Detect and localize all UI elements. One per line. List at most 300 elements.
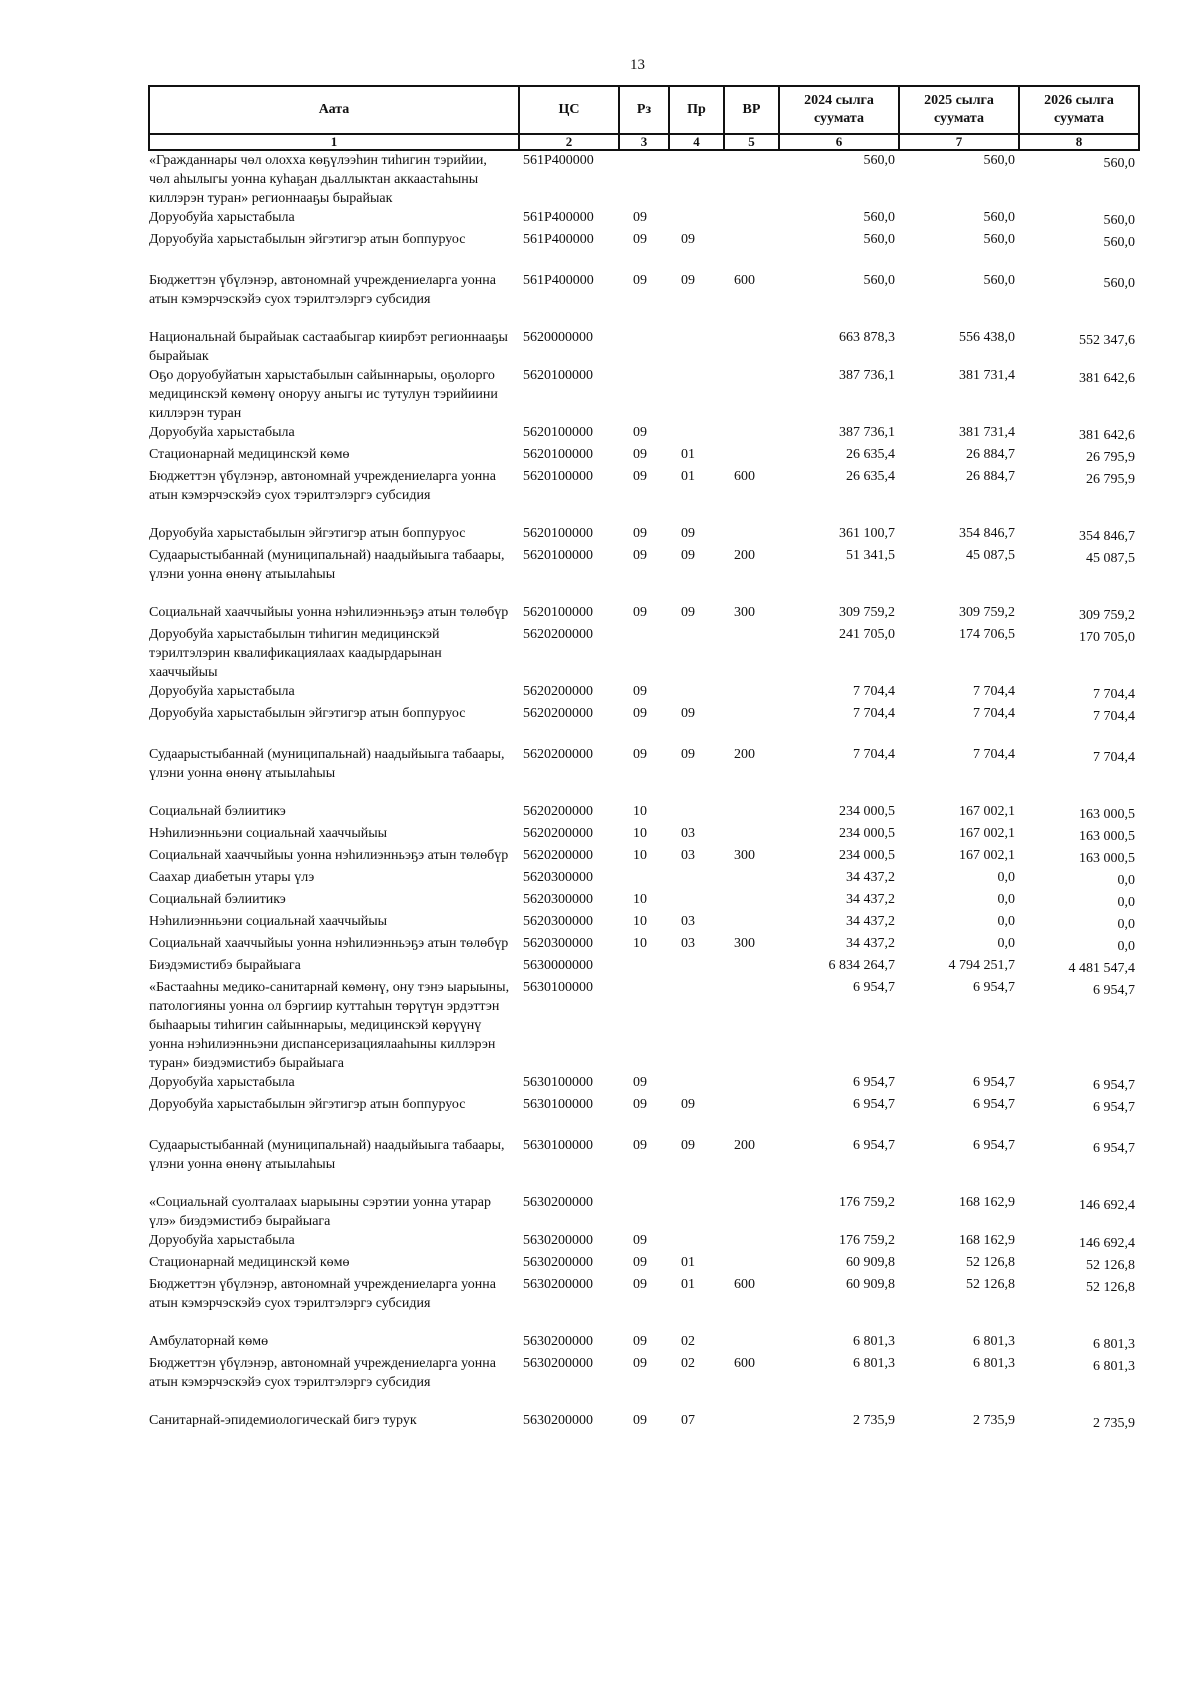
row-pr: 09 — [681, 548, 695, 563]
row-amount-2024: 34 437,2 — [846, 936, 895, 951]
row-amount-2025: 381 731,4 — [959, 368, 1015, 383]
table-row — [149, 208, 1139, 230]
row-rz: 09 — [633, 1075, 647, 1090]
row-cs-code: 5620200000 — [523, 627, 593, 642]
row-rz: 09 — [633, 1233, 647, 1248]
row-amount-2026: 0,0 — [1117, 939, 1135, 954]
table-row — [149, 230, 1139, 271]
row-rz — [619, 956, 669, 978]
row-rz: 10 — [633, 804, 647, 819]
row-pr — [669, 366, 724, 423]
row-name: Социальнай бэлиитикэ — [149, 892, 286, 907]
row-vr — [724, 1193, 779, 1231]
table-row — [149, 271, 1139, 328]
row-amount-2024: 26 635,4 — [846, 469, 895, 484]
row-rz: 09 — [633, 605, 647, 620]
column-header-2026: 2026 сылга суумата — [1019, 86, 1139, 134]
row-cs-code: 5620100000 — [523, 526, 593, 541]
row-cs-code: 5620300000 — [523, 936, 593, 951]
row-amount-2024: 6 954,7 — [853, 1097, 895, 1112]
table-row — [149, 846, 1139, 868]
row-vr — [724, 1073, 779, 1095]
table-row — [149, 1275, 1139, 1332]
column-number: 3 — [619, 134, 669, 150]
row-vr — [724, 912, 779, 934]
row-amount-2025: 167 002,1 — [959, 848, 1015, 863]
row-name: Национальнай бырайыак састаабыгар киирбэт регионнааҕы бырайыак — [149, 330, 508, 364]
row-rz: 10 — [633, 892, 647, 907]
row-name: Доруобуйа харыстабыла — [149, 1075, 295, 1090]
row-pr — [669, 1073, 724, 1095]
row-pr: 03 — [681, 826, 695, 841]
column-header-2024: 2024 сылга суумата — [779, 86, 899, 134]
row-vr: 200 — [734, 548, 755, 563]
row-amount-2026: 381 642,6 — [1079, 428, 1135, 443]
column-header-pr: Пр — [669, 86, 724, 134]
row-amount-2026: 7 704,4 — [1093, 709, 1135, 724]
row-cs-code: 5630100000 — [523, 980, 593, 995]
table-row — [149, 1073, 1139, 1095]
row-amount-2026: 26 795,9 — [1086, 472, 1135, 487]
row-amount-2025: 6 954,7 — [973, 1075, 1015, 1090]
row-amount-2025: 4 794 251,7 — [948, 958, 1015, 973]
table-row — [149, 467, 1139, 524]
table-row — [149, 328, 1139, 366]
row-amount-2026: 7 704,4 — [1093, 687, 1135, 702]
row-cs-code: 5620300000 — [523, 892, 593, 907]
row-vr — [724, 328, 779, 366]
row-rz: 10 — [633, 848, 647, 863]
row-amount-2026: 45 087,5 — [1086, 551, 1135, 566]
row-amount-2025: 7 704,4 — [973, 747, 1015, 762]
row-cs-code: 5620200000 — [523, 804, 593, 819]
row-rz: 09 — [633, 447, 647, 462]
table-row — [149, 1136, 1139, 1193]
row-amount-2026: 0,0 — [1117, 895, 1135, 910]
row-amount-2024: 234 000,5 — [839, 804, 895, 819]
row-amount-2025: 52 126,8 — [966, 1277, 1015, 1292]
row-rz: 09 — [633, 706, 647, 721]
row-vr — [724, 423, 779, 445]
row-amount-2026: 2 735,9 — [1093, 1416, 1135, 1431]
row-amount-2025: 168 162,9 — [959, 1195, 1015, 1210]
row-amount-2026: 6 954,7 — [1093, 1141, 1135, 1156]
row-cs-code: 5620300000 — [523, 914, 593, 929]
row-amount-2024: 560,0 — [863, 210, 895, 225]
row-amount-2026: 4 481 547,4 — [1068, 961, 1135, 976]
column-number: 8 — [1019, 134, 1139, 150]
row-pr — [669, 423, 724, 445]
row-pr — [669, 956, 724, 978]
row-amount-2026: 146 692,4 — [1079, 1236, 1135, 1251]
row-amount-2025: 354 846,7 — [959, 526, 1015, 541]
table-row — [149, 1193, 1139, 1231]
row-pr: 01 — [681, 1277, 695, 1292]
row-rz — [619, 150, 669, 208]
row-cs-code: 5630100000 — [523, 1138, 593, 1153]
column-number: 4 — [669, 134, 724, 150]
table-row — [149, 745, 1139, 802]
row-amount-2024: 26 635,4 — [846, 447, 895, 462]
row-pr: 09 — [681, 273, 695, 288]
column-number: 6 — [779, 134, 899, 150]
row-pr: 09 — [681, 1097, 695, 1112]
row-name: Саахар диабетын утары үлэ — [149, 870, 315, 885]
row-name: Доруобуйа харыстабыла — [149, 425, 295, 440]
row-vr — [724, 890, 779, 912]
row-cs-code: 5620100000 — [523, 368, 593, 383]
row-vr — [724, 1253, 779, 1275]
row-name: Доруобуйа харыстабыла — [149, 1233, 295, 1248]
row-rz: 09 — [633, 1356, 647, 1371]
row-amount-2026: 560,0 — [1103, 213, 1135, 228]
row-name: Социальнай хааччыйыы уонна нэһилиэнньэҕэ атын төлөбүр — [149, 848, 509, 863]
row-cs-code: 5620100000 — [523, 469, 593, 484]
row-name: Нэһилиэнньэни социальнай хааччыйыы — [149, 826, 388, 841]
row-amount-2024: 234 000,5 — [839, 826, 895, 841]
row-vr — [724, 366, 779, 423]
row-name: Социальнай бэлиитикэ — [149, 804, 286, 819]
table-row — [149, 1411, 1139, 1433]
row-vr — [724, 978, 779, 1073]
row-amount-2025: 560,0 — [983, 153, 1015, 168]
row-cs-code: 561P400000 — [523, 210, 594, 225]
row-amount-2024: 2 735,9 — [853, 1413, 895, 1428]
row-rz — [619, 1193, 669, 1231]
row-amount-2026: 6 954,7 — [1093, 1100, 1135, 1115]
row-amount-2025: 560,0 — [983, 210, 1015, 225]
row-name: Бюджеттэн үбүлэнэр, автономнай учреждениеларга уонна атын кэмэрчэскэйэ суох тэрилтэлэргэ субсидия — [149, 1356, 496, 1390]
column-number: 5 — [724, 134, 779, 150]
row-rz: 09 — [633, 232, 647, 247]
row-amount-2024: 34 437,2 — [846, 892, 895, 907]
row-cs-code: 561P400000 — [523, 232, 594, 247]
row-amount-2024: 34 437,2 — [846, 914, 895, 929]
row-amount-2025: 26 884,7 — [966, 447, 1015, 462]
row-pr: 01 — [681, 469, 695, 484]
row-rz — [619, 868, 669, 890]
row-vr: 200 — [734, 1138, 755, 1153]
table-row — [149, 524, 1139, 546]
row-pr: 09 — [681, 605, 695, 620]
row-amount-2025: 560,0 — [983, 232, 1015, 247]
row-amount-2026: 26 795,9 — [1086, 450, 1135, 465]
row-amount-2024: 6 954,7 — [853, 1075, 895, 1090]
row-amount-2026: 6 954,7 — [1093, 983, 1135, 998]
row-cs-code: 5630200000 — [523, 1356, 593, 1371]
row-name: Санитарнай-эпидемиологическай бигэ турук — [149, 1413, 417, 1428]
table-row — [149, 682, 1139, 704]
row-vr — [724, 682, 779, 704]
row-amount-2026: 6 801,3 — [1093, 1359, 1135, 1374]
row-vr: 300 — [734, 936, 755, 951]
row-pr: 02 — [681, 1356, 695, 1371]
row-amount-2026: 52 126,8 — [1086, 1258, 1135, 1273]
row-cs-code: 5630100000 — [523, 1097, 593, 1112]
row-rz: 09 — [633, 526, 647, 541]
row-amount-2026: 146 692,4 — [1079, 1198, 1135, 1213]
row-name: Амбулаторнай көмө — [149, 1334, 269, 1349]
row-cs-code: 5620300000 — [523, 870, 593, 885]
row-rz: 09 — [633, 548, 647, 563]
row-pr: 01 — [681, 1255, 695, 1270]
row-amount-2024: 387 736,1 — [839, 368, 895, 383]
row-amount-2024: 241 705,0 — [839, 627, 895, 642]
row-pr — [669, 625, 724, 682]
row-amount-2024: 560,0 — [863, 153, 895, 168]
row-cs-code: 5620200000 — [523, 706, 593, 721]
row-name: Социальнай хааччыйыы уонна нэһилиэнньэҕэ атын төлөбүр — [149, 605, 509, 620]
row-name: Судаарыстыбаннай (муниципальнай) наадыйыыга табаары, үлэни уонна өнөнү атыылаһыы — [149, 548, 505, 582]
row-rz — [619, 366, 669, 423]
row-amount-2026: 354 846,7 — [1079, 529, 1135, 544]
row-name: Доруобуйа харыстабыла — [149, 210, 295, 225]
row-name: Биэдэмистибэ бырайыага — [149, 958, 301, 973]
row-amount-2025: 7 704,4 — [973, 684, 1015, 699]
row-vr — [724, 625, 779, 682]
row-name: Доруобуйа харыстабылын тиһигин медицинскэй тэрилтэлэрин квалификациялаах каадырдарынан хааччыйыы — [149, 627, 442, 680]
row-vr — [724, 208, 779, 230]
row-vr: 200 — [734, 747, 755, 762]
row-amount-2025: 7 704,4 — [973, 706, 1015, 721]
column-number: 1 — [149, 134, 519, 150]
row-name: Доруобуйа харыстабыла — [149, 684, 295, 699]
row-rz — [619, 978, 669, 1073]
row-amount-2025: 174 706,5 — [959, 627, 1015, 642]
row-rz: 09 — [633, 1413, 647, 1428]
row-vr — [724, 802, 779, 824]
row-cs-code: 5630100000 — [523, 1075, 593, 1090]
row-name: Нэһилиэнньэни социальнай хааччыйыы — [149, 914, 388, 929]
row-name: Доруобуйа харыстабылын эйгэтигэр атын боппуруос — [149, 232, 466, 247]
row-amount-2026: 309 759,2 — [1079, 608, 1135, 623]
row-cs-code: 5620000000 — [523, 330, 593, 345]
row-vr — [724, 524, 779, 546]
row-amount-2026: 560,0 — [1103, 276, 1135, 291]
row-amount-2024: 6 834 264,7 — [828, 958, 895, 973]
row-vr — [724, 1332, 779, 1354]
row-name: Социальнай хааччыйыы уонна нэһилиэнньэҕэ атын төлөбүр — [149, 936, 509, 951]
column-number: 7 — [899, 134, 1019, 150]
table-row — [149, 423, 1139, 445]
row-vr — [724, 1095, 779, 1136]
row-amount-2024: 6 801,3 — [853, 1356, 895, 1371]
row-amount-2024: 7 704,4 — [853, 706, 895, 721]
row-rz: 09 — [633, 1334, 647, 1349]
row-amount-2024: 361 100,7 — [839, 526, 895, 541]
table-row — [149, 802, 1139, 824]
row-cs-code: 5630200000 — [523, 1255, 593, 1270]
row-amount-2026: 52 126,8 — [1086, 1280, 1135, 1295]
table-row — [149, 1095, 1139, 1136]
row-vr: 600 — [734, 1277, 755, 1292]
row-name: Стационарнай медицинскэй көмө — [149, 1255, 350, 1270]
row-pr: 09 — [681, 706, 695, 721]
row-vr — [724, 704, 779, 745]
row-name: Доруобуйа харыстабылын эйгэтигэр атын боппуруос — [149, 526, 466, 541]
row-amount-2026: 0,0 — [1117, 873, 1135, 888]
row-amount-2025: 45 087,5 — [966, 548, 1015, 563]
row-name: «Социальнай суолталаах ыарыыны сэрэтии уонна утарар үлэ» биэдэмистибэ бырайыага — [149, 1195, 492, 1229]
row-cs-code: 5620100000 — [523, 447, 593, 462]
row-amount-2025: 52 126,8 — [966, 1255, 1015, 1270]
row-rz: 10 — [633, 914, 647, 929]
row-cs-code: 5630200000 — [523, 1413, 593, 1428]
row-vr: 600 — [734, 469, 755, 484]
table-row — [149, 704, 1139, 745]
row-rz: 09 — [633, 1097, 647, 1112]
row-amount-2025: 167 002,1 — [959, 826, 1015, 841]
table-row — [149, 445, 1139, 467]
row-cs-code: 5620100000 — [523, 425, 593, 440]
row-vr — [724, 230, 779, 271]
row-name: Бюджеттэн үбүлэнэр, автономнай учреждениеларга уонна атын кэмэрчэскэйэ суох тэрилтэлэргэ субсидия — [149, 1277, 496, 1311]
row-pr — [669, 682, 724, 704]
table-row — [149, 934, 1139, 956]
table-row — [149, 912, 1139, 934]
row-pr — [669, 208, 724, 230]
row-cs-code: 5630200000 — [523, 1195, 593, 1210]
row-pr: 02 — [681, 1334, 695, 1349]
row-amount-2024: 663 878,3 — [839, 330, 895, 345]
row-cs-code: 5630000000 — [523, 958, 593, 973]
row-cs-code: 5620200000 — [523, 826, 593, 841]
row-name: Судаарыстыбаннай (муниципальнай) наадыйыыга табаары, үлэни уонна өнөнү атыылаһыы — [149, 1138, 505, 1172]
row-amount-2025: 167 002,1 — [959, 804, 1015, 819]
table-body — [149, 150, 1139, 1433]
page-number: 13 — [630, 57, 645, 73]
row-name: Бюджеттэн үбүлэнэр, автономнай учреждениеларга уонна атын кэмэрчэскэйэ суох тэрилтэлэргэ субсидия — [149, 273, 496, 307]
row-rz: 09 — [633, 210, 647, 225]
row-amount-2025: 6 954,7 — [973, 980, 1015, 995]
row-vr — [724, 1411, 779, 1433]
row-amount-2026: 381 642,6 — [1079, 371, 1135, 386]
row-pr: 09 — [681, 1138, 695, 1153]
column-header-name: Аата — [149, 86, 519, 134]
row-pr: 03 — [681, 848, 695, 863]
row-amount-2026: 163 000,5 — [1079, 829, 1135, 844]
row-vr — [724, 824, 779, 846]
table-row — [149, 150, 1139, 208]
row-rz: 10 — [633, 936, 647, 951]
row-rz: 10 — [633, 826, 647, 841]
row-amount-2026: 6 801,3 — [1093, 1337, 1135, 1352]
row-amount-2025: 556 438,0 — [959, 330, 1015, 345]
row-rz: 09 — [633, 425, 647, 440]
row-vr: 600 — [734, 1356, 755, 1371]
row-amount-2024: 560,0 — [863, 232, 895, 247]
row-amount-2024: 51 341,5 — [846, 548, 895, 563]
row-amount-2025: 168 162,9 — [959, 1233, 1015, 1248]
table-row — [149, 1231, 1139, 1253]
row-pr — [669, 978, 724, 1073]
table-row — [149, 603, 1139, 625]
row-pr — [669, 1193, 724, 1231]
row-amount-2024: 387 736,1 — [839, 425, 895, 440]
row-amount-2024: 60 909,8 — [846, 1255, 895, 1270]
row-amount-2024: 309 759,2 — [839, 605, 895, 620]
row-rz: 09 — [633, 469, 647, 484]
row-amount-2025: 6 801,3 — [973, 1334, 1015, 1349]
row-amount-2024: 34 437,2 — [846, 870, 895, 885]
row-amount-2024: 176 759,2 — [839, 1233, 895, 1248]
row-pr: 07 — [681, 1413, 695, 1428]
row-pr: 03 — [681, 936, 695, 951]
table-row — [149, 978, 1139, 1073]
row-amount-2025: 6 954,7 — [973, 1138, 1015, 1153]
row-vr — [724, 956, 779, 978]
column-number: 2 — [519, 134, 619, 150]
row-amount-2024: 234 000,5 — [839, 848, 895, 863]
row-name: Стационарнай медицинскэй көмө — [149, 447, 350, 462]
table-row — [149, 625, 1139, 682]
row-name: Доруобуйа харыстабылын эйгэтигэр атын боппуруос — [149, 1097, 466, 1112]
row-name: Судаарыстыбаннай (муниципальнай) наадыйыыга табаары, үлэни уонна өнөнү атыылаһыы — [149, 747, 505, 781]
row-pr — [669, 890, 724, 912]
row-amount-2025: 6 954,7 — [973, 1097, 1015, 1112]
row-cs-code: 5620200000 — [523, 747, 593, 762]
row-amount-2024: 6 801,3 — [853, 1334, 895, 1349]
row-vr — [724, 1231, 779, 1253]
row-pr — [669, 868, 724, 890]
row-amount-2024: 7 704,4 — [853, 747, 895, 762]
row-cs-code: 5620100000 — [523, 548, 593, 563]
row-pr: 01 — [681, 447, 695, 462]
row-vr: 600 — [734, 273, 755, 288]
row-amount-2026: 163 000,5 — [1079, 851, 1135, 866]
row-pr — [669, 150, 724, 208]
row-amount-2025: 6 801,3 — [973, 1356, 1015, 1371]
row-amount-2025: 2 735,9 — [973, 1413, 1015, 1428]
row-amount-2025: 560,0 — [983, 273, 1015, 288]
row-vr: 300 — [734, 848, 755, 863]
row-amount-2025: 0,0 — [997, 870, 1015, 885]
row-pr — [669, 328, 724, 366]
row-rz: 09 — [633, 1255, 647, 1270]
row-rz: 09 — [633, 747, 647, 762]
row-rz: 09 — [633, 273, 647, 288]
row-amount-2024: 7 704,4 — [853, 684, 895, 699]
row-pr: 09 — [681, 526, 695, 541]
table-row — [149, 1253, 1139, 1275]
row-cs-code: 5630200000 — [523, 1233, 593, 1248]
row-amount-2025: 26 884,7 — [966, 469, 1015, 484]
row-pr: 09 — [681, 232, 695, 247]
row-vr — [724, 868, 779, 890]
row-vr: 300 — [734, 605, 755, 620]
row-cs-code: 5630200000 — [523, 1277, 593, 1292]
table-row — [149, 824, 1139, 846]
row-rz — [619, 625, 669, 682]
row-cs-code: 5620200000 — [523, 684, 593, 699]
row-amount-2025: 309 759,2 — [959, 605, 1015, 620]
row-cs-code: 5630200000 — [523, 1334, 593, 1349]
table-row — [149, 868, 1139, 890]
row-pr: 03 — [681, 914, 695, 929]
row-rz: 09 — [633, 1277, 647, 1292]
row-name: Оҕо доруобуйатын харыстабылын сайыннарыы, оҕолорго медицинскэй көмөнү оноруу аныгы ис тутулун тэрийиини киллэрэн туран — [149, 368, 498, 421]
row-amount-2026: 560,0 — [1103, 235, 1135, 250]
column-header-vr: ВР — [724, 86, 779, 134]
table-row — [149, 1354, 1139, 1411]
row-pr — [669, 1231, 724, 1253]
row-amount-2024: 176 759,2 — [839, 1195, 895, 1210]
budget-table — [148, 85, 1140, 1433]
row-vr — [724, 150, 779, 208]
row-amount-2026: 163 000,5 — [1079, 807, 1135, 822]
row-amount-2025: 381 731,4 — [959, 425, 1015, 440]
row-amount-2025: 0,0 — [997, 892, 1015, 907]
